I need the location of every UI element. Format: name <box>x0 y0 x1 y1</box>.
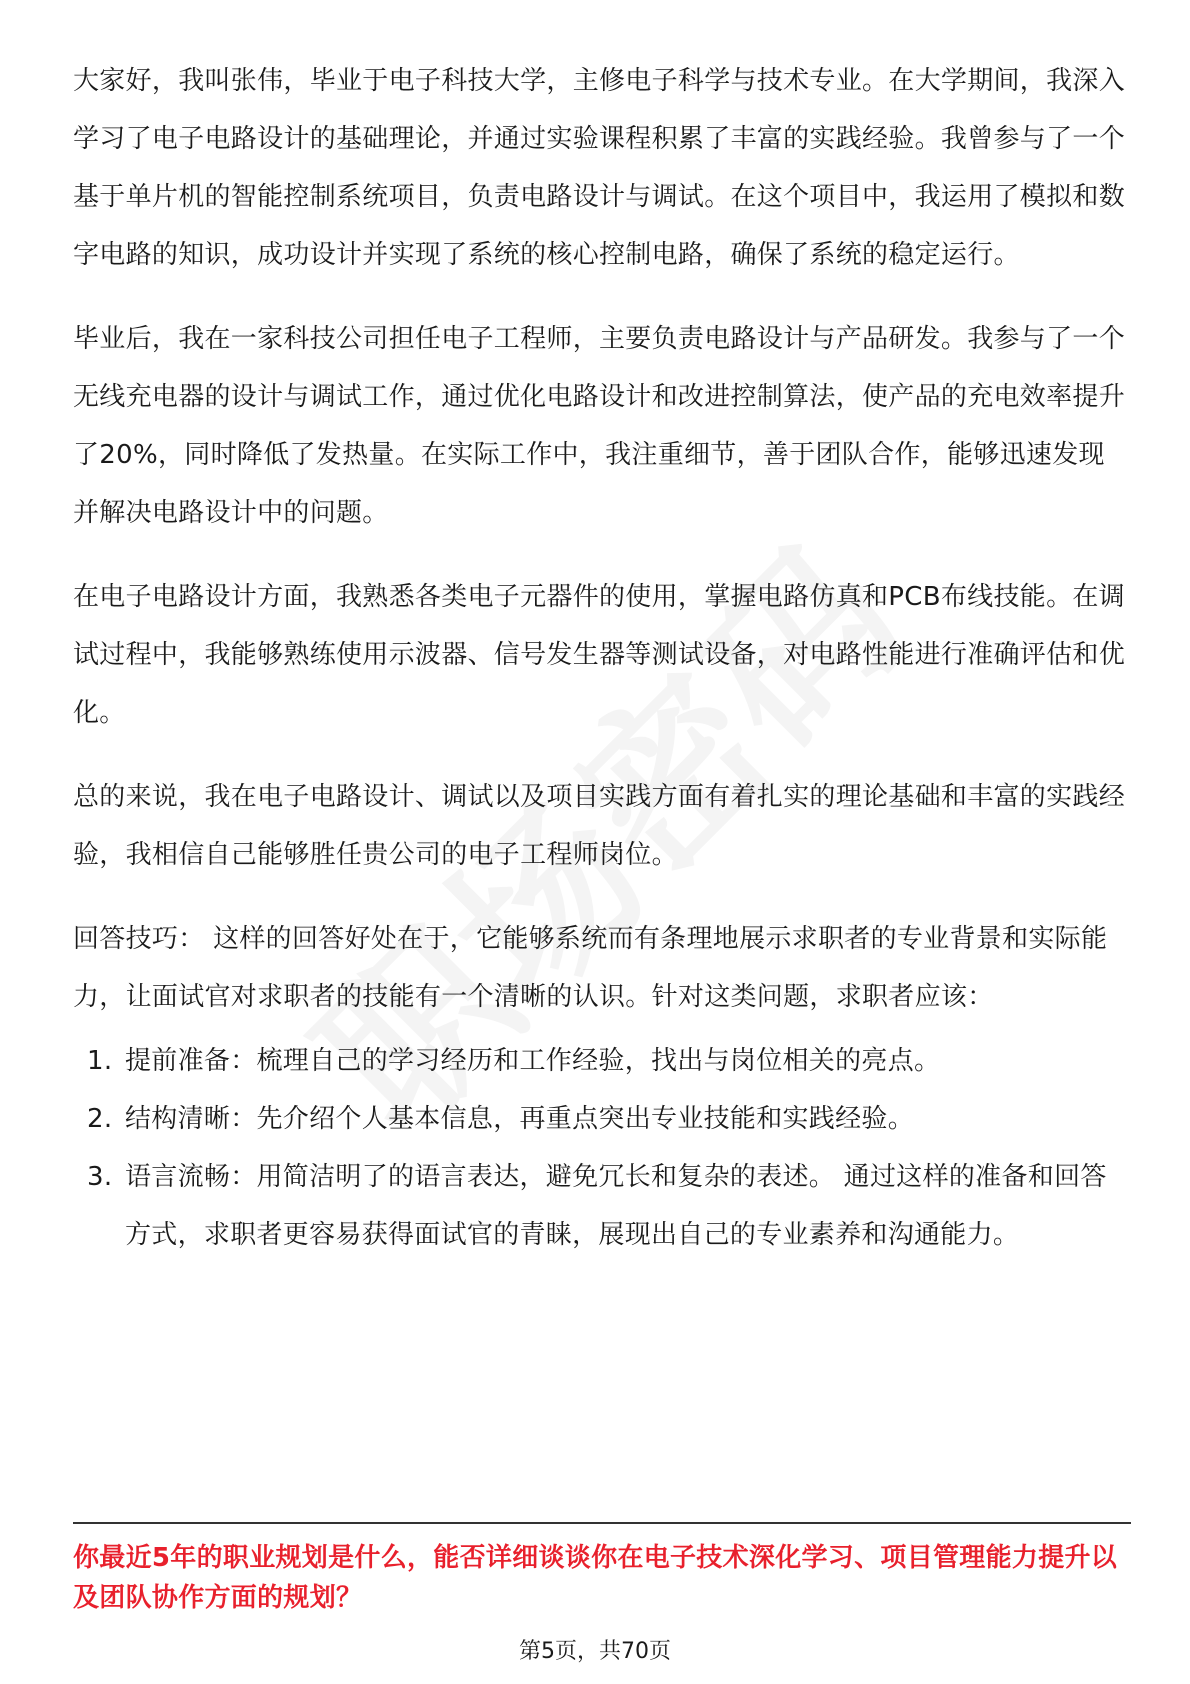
list-item <box>73 1090 1131 1148</box>
tips-list <box>73 1032 1131 1264</box>
work-experience-paragraph: 毕业后，我在一家科技公司担任电子工程师，主要负责电路设计与产品研发。我参与了一个无线充电器的设计与调试工作，通过优化电路设计和改进控制算法，使产品的充电效率提升了20%，同时降低了发热量。在实际工作中，我注重细节，善于团队合作，能够迅速发现并解决电路设计中的问题。 <box>73 324 1126 528</box>
next-question-heading: 你最近5年的职业规划是什么，能否详细谈谈你在电子技术深化学习、项目管理能力提升以及团队协作方面的规划？ <box>73 1543 1118 1613</box>
list-item-text: 提前准备：梳理自己的学习经历和工作经验，找出与岗位相关的亮点。 <box>125 1046 941 1076</box>
answer-tips-paragraph: 回答技巧： 这样的回答好处在于，它能够系统而有条理地展示求职者的专业背景和实际能力，让面试官对求职者的技能有一个清晰的认识。针对这类问题，求职者应该： <box>73 924 1108 1012</box>
list-item-number: 1. <box>87 1046 113 1076</box>
list-item-number: 2. <box>87 1104 113 1134</box>
list-item-text: 结构清晰：先介绍个人基本信息，再重点突出专业技能和实践经验。 <box>125 1104 915 1134</box>
list-item <box>73 1032 1131 1090</box>
page-number: 第5页，共70页 <box>519 1639 671 1664</box>
document-body <box>73 52 1131 1264</box>
intro-paragraph: 大家好，我叫张伟，毕业于电子科技大学，主修电子科学与技术专业。在大学期间，我深入学习了电子电路设计的基础理论，并通过实验课程积累了丰富的实践经验。我曾参与了一个基于单片机的智能控制系统项目，负责电路设计与调试。在这个项目中，我运用了模拟和数字电路的知识，成功设计并实现了系统的核心控制电路，确保了系统的稳定运行。 <box>73 66 1126 270</box>
summary-paragraph: 总的来说，我在电子电路设计、调试以及项目实践方面有着扎实的理论基础和丰富的实践经验，我相信自己能够胜任贵公司的电子工程师岗位。 <box>73 782 1126 870</box>
list-item <box>73 1148 1131 1264</box>
section-divider <box>73 1522 1131 1524</box>
list-item-text: 语言流畅：用简洁明了的语言表达，避免冗长和复杂的表述。 通过这样的准备和回答方式，求职者更容易获得面试官的青睐，展现出自己的专业素养和沟通能力。 <box>125 1162 1107 1250</box>
skills-paragraph: 在电子电路设计方面，我熟悉各类电子元器件的使用，掌握电路仿真和PCB布线技能。在调试过程中，我能够熟练使用示波器、信号发生器等测试设备，对电路性能进行准确评估和优化。 <box>73 582 1126 728</box>
list-item-number: 3. <box>87 1162 113 1192</box>
